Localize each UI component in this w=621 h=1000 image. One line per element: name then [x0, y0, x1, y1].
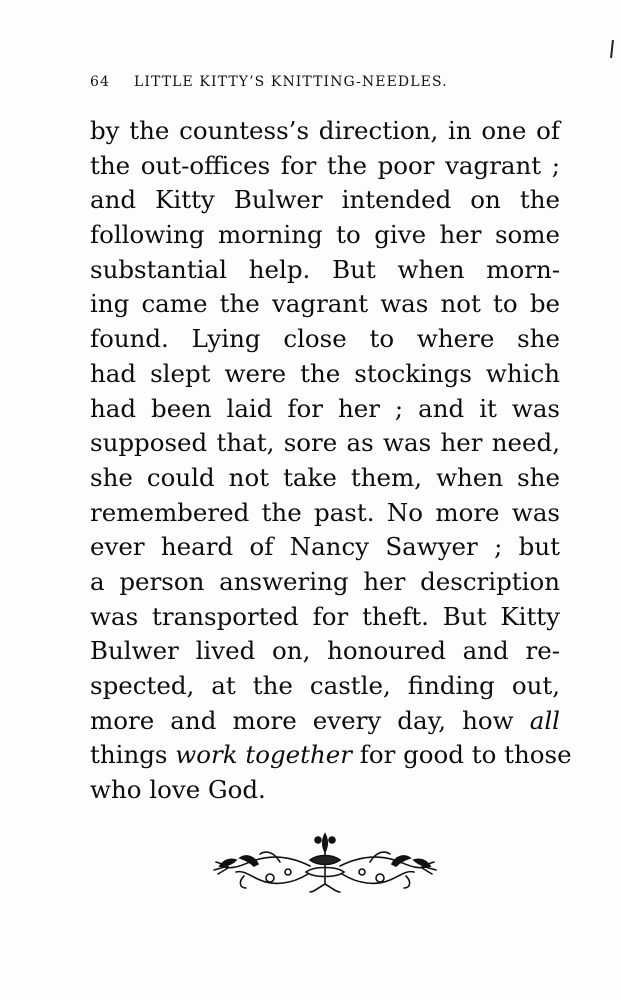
text-line: she could not take them, when she: [90, 462, 560, 492]
text-segment: things: [90, 740, 176, 770]
text-line: had been laid for her ; and it was: [90, 393, 560, 423]
running-header: [90, 74, 530, 90]
text-line: following morning to give her some: [90, 220, 560, 250]
text-line-with-italic: [90, 704, 560, 739]
text-line: was transported for theft. But Kitty: [90, 601, 560, 631]
body-text: [90, 114, 572, 808]
italic-word: all: [529, 705, 560, 735]
text-line: found. Lying close to where she: [90, 324, 560, 354]
text-segment: for good to those: [351, 740, 572, 770]
text-line: the out-offices for the poor vagrant ;: [90, 150, 560, 180]
text-line: spected, at the castle, finding out,: [90, 671, 560, 700]
text-line: supposed that, sore as was her need,: [90, 428, 560, 458]
text-line: had slept were the stockings which: [90, 358, 560, 388]
page-number: 64: [90, 74, 111, 90]
text-line: ever heard of Nancy Sawyer ; but: [90, 532, 560, 562]
text-line: and Kitty Bulwer intended on the: [90, 185, 560, 215]
text-line-final: who love God.: [90, 775, 266, 805]
text-line: substantial help. But when morn-: [90, 254, 560, 284]
italic-phrase: work together: [175, 740, 352, 770]
text-line-with-italic: [90, 738, 572, 773]
text-line: by the countess’s direction, in one of: [90, 116, 560, 145]
text-line: ing came the vagrant was not to be: [90, 289, 560, 319]
text-line: remembered the past. No more was: [90, 497, 560, 527]
page-edge-mark: [610, 40, 614, 58]
text-line: Bulwer lived on, honoured and re-: [90, 636, 560, 666]
running-title: LITTLE KITTY’S KNITTING-NEEDLES.: [134, 74, 448, 90]
text-segment: more and more every day, how: [90, 705, 514, 735]
floral-tailpiece-icon: [210, 826, 440, 898]
text-line: a person answering her description: [90, 566, 560, 596]
